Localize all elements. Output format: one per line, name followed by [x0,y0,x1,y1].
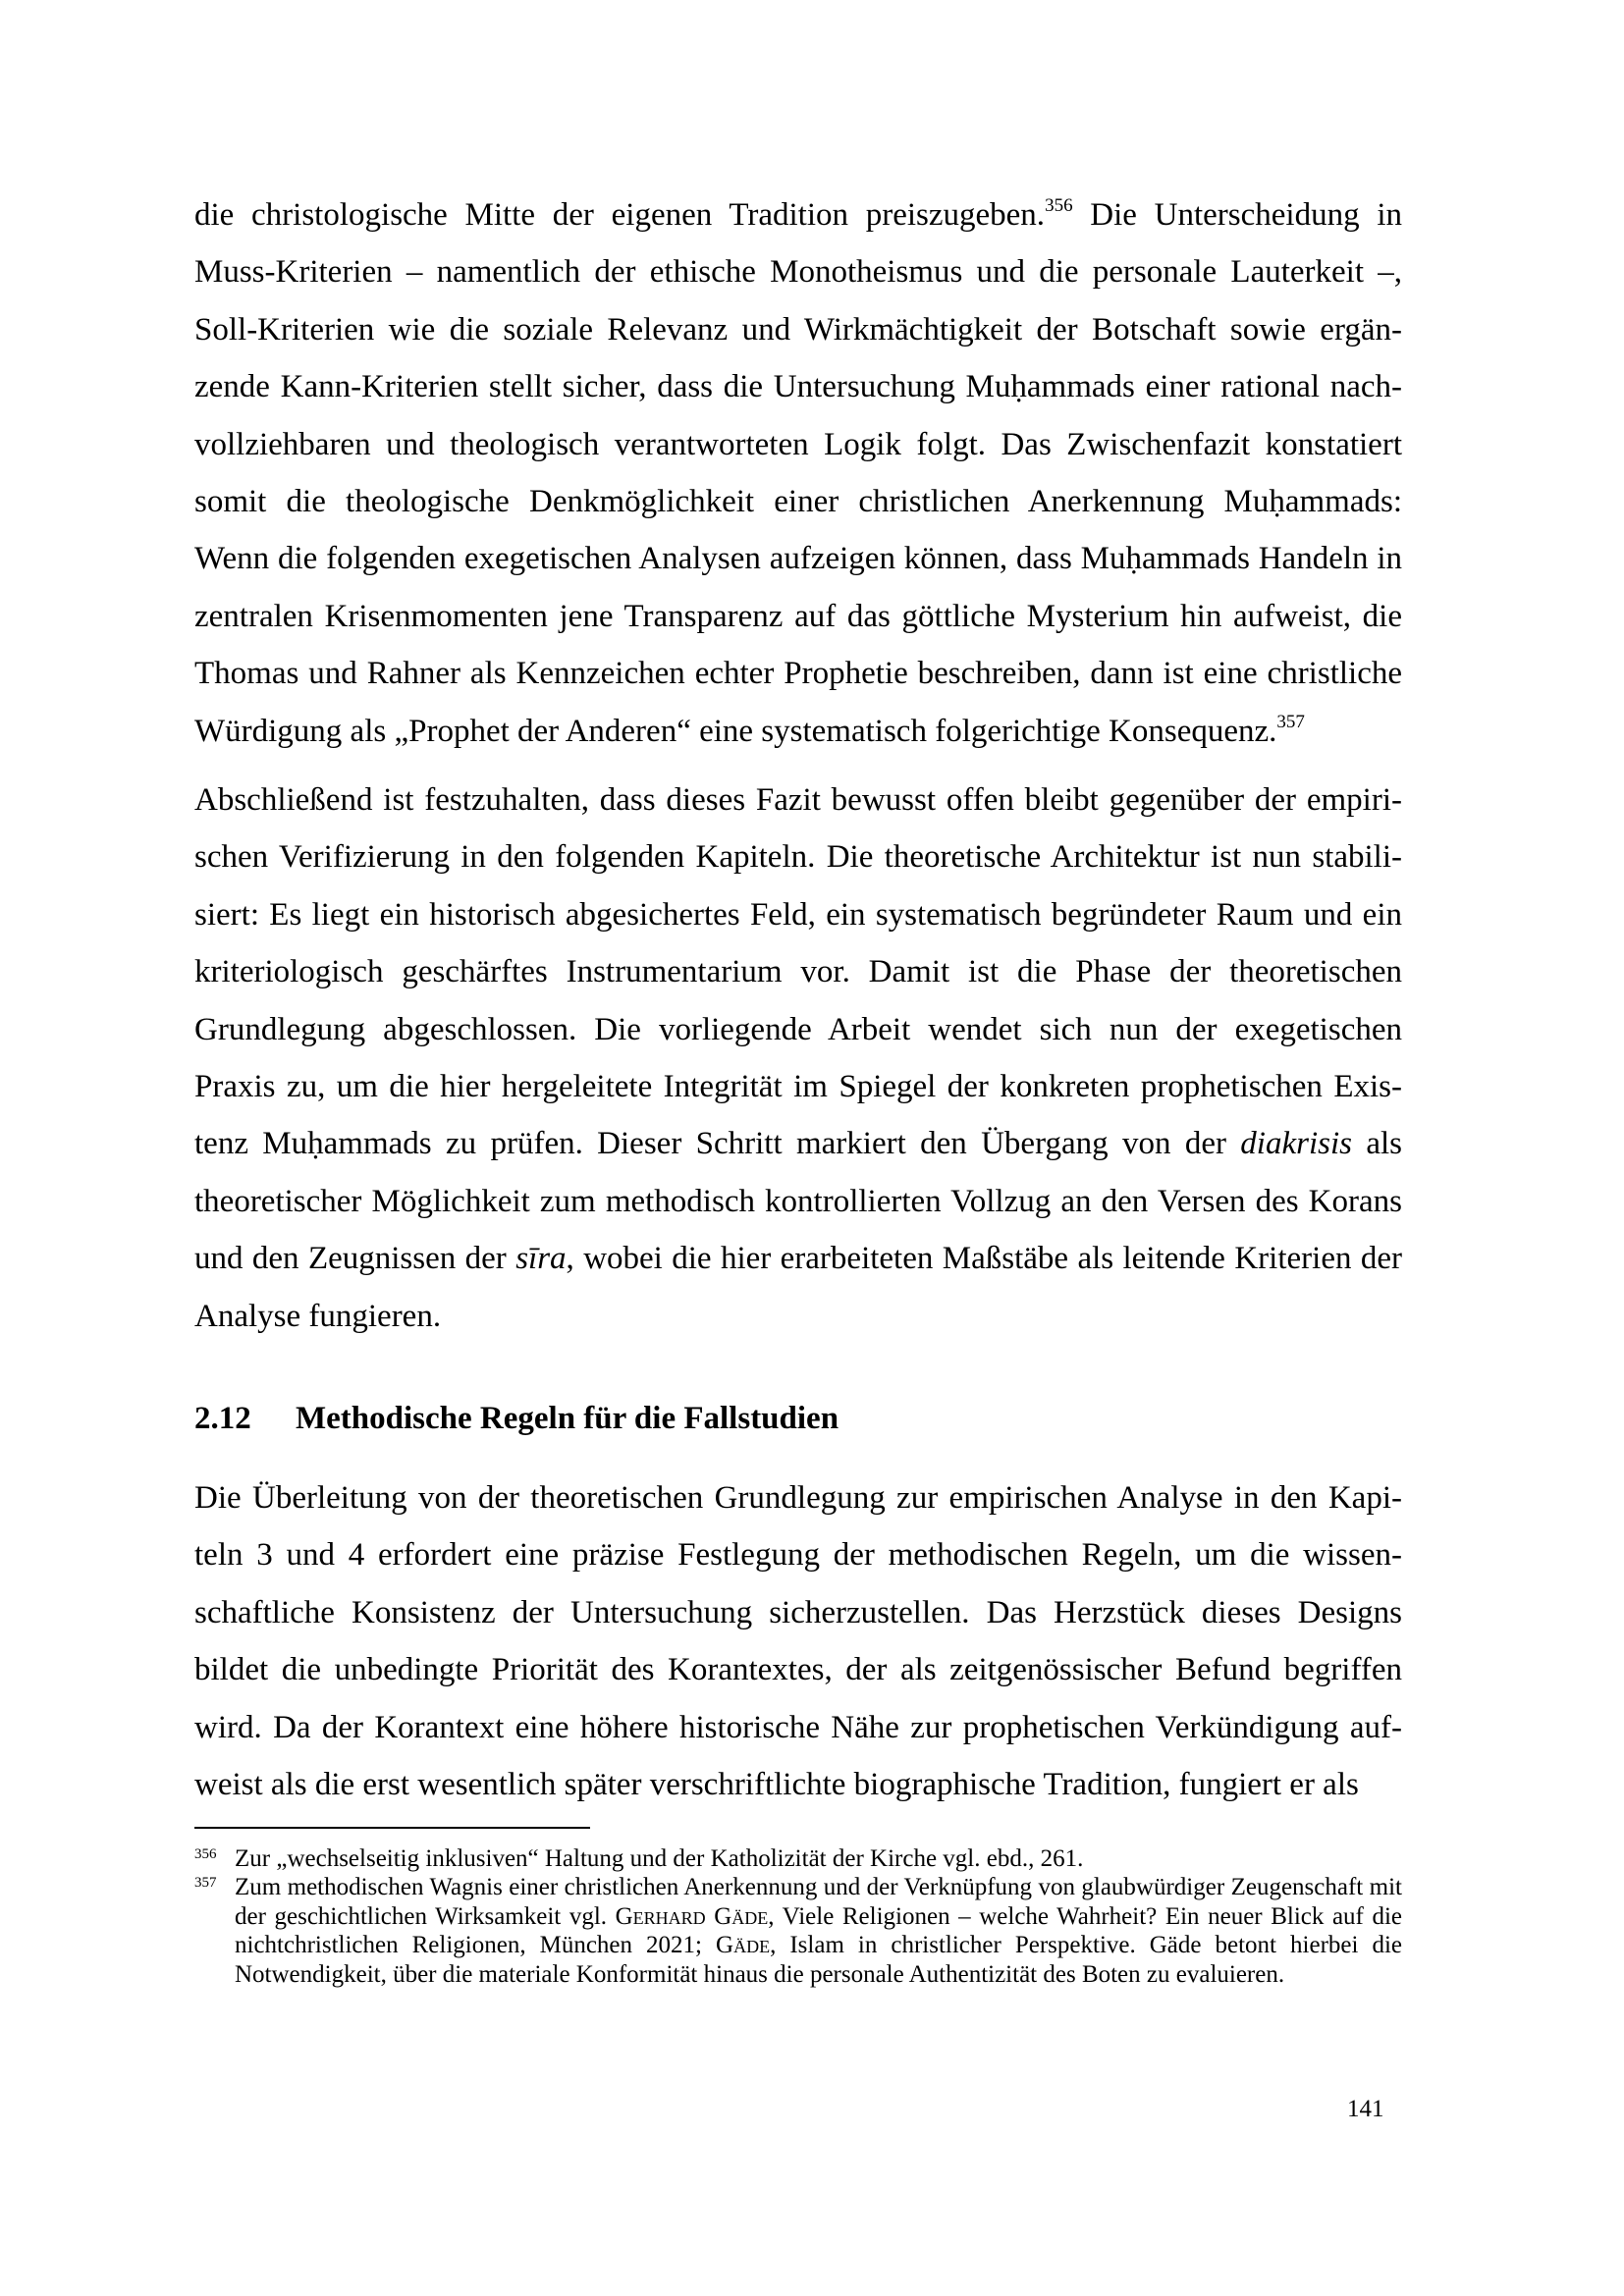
paragraph-2-text-c: , wobei die hier erarbeiteten Maßstäbe als leitende Kriterien der Analyse fungieren. [194,1241,1402,1334]
paragraph-1-block [194,187,1402,760]
footnote-ref-356[interactable]: 356 [1045,195,1073,216]
paragraph-1-text-a: die christologische Mitte der eigenen Tradition preiszugeben. [194,197,1046,233]
footnote-separator [194,1827,590,1829]
footnote-357-text-b: , Viele Religionen – welche Wahrheit? Ein neuer Blick auf die nichtchristlichen Religionen, München 2021; [235,1902,1402,1959]
footnote-357-text-c: , Islam in christlicher Perspektive. Gäde betont hierbei die Notwendigkeit, über die materiale Konformität hinaus die personale Authentizität des Boten zu evaluieren. [235,1932,1402,1988]
footnote-356 [194,1844,1402,1873]
page-number: 141 [1347,2096,1384,2122]
paragraph-3-block [194,1469,1402,1813]
footnote-357 [194,1873,1402,1989]
term-diakrisis: diakrisis [1240,1126,1352,1162]
section-heading [194,1395,839,1442]
footnote-number-357: 357 [194,1875,217,1892]
paragraph-1-text-b: Die Unterscheidung in Muss-Kriterien – namentlich der ethische Monotheismus und die personale Lauterkeit –, Soll-Kriterien wie die soziale Relevanz und Wirkmächtigkeit der Botschaft sowie ergänzende Kann-Kriterien stellt sicher, dass die Untersuchung Muḥammads einer rational nachvollziehbaren und theologisch verantworteten Logik folgt. Das Zwischenfazit konstatiert somit die theologische Denkmöglichkeit einer christlichen Anerkennung Muḥammads: Wenn die folgenden exegetischen Analysen aufzeigen können, dass Muḥammads Handeln in zentralen Krisenmomenten jene Transparenz auf das göttliche Mysterium hin aufweist, die Thomas und Rahner als Kennzeichen echter Prophetie beschreiben, dann ist eine christliche Würdigung als „Prophet der Anderen“ eine systematisch folgerichtige Konsequenz. [194,197,1402,749]
paragraph-2-text-a: Abschließend ist festzuhalten, dass dieses Fazit bewusst offen bleibt gegenüber der empirischen Verifizierung in den folgenden Kapiteln. Die theoretische Architektur ist nun stabilisiert: Es liegt ein historisch abgesichertes Feld, ein systematisch begründeter Raum und ein kriteriologisch geschärftes Instrumentarium vor. Damit ist die Phase der theoretischen Grundlegung abgeschlossen. Die vorliegende Arbeit wendet sich nun der exegetischen Praxis zu, um die hier hergeleitete Integrität im Spiegel der konkreten prophetischen Existenz Muḥammads zu prüfen. Dieser Schritt markiert den Übergang von der [194,782,1402,1162]
footnote-356-text: Zur „wechselseitig inklusiven“ Haltung und der Katholizität der Kirche vgl. ebd., 261. [235,1845,1084,1872]
footnote-357-author-2: Gäde [716,1932,771,1959]
footnote-number-356: 356 [194,1846,217,1862]
footnote-357-text-a: Zum methodischen Wagnis einer christlichen Anerkennung und der Verknüpfung von glaubwürdiger Zeugenschaft mit der geschichtlichen Wirksamkeit vgl. [235,1874,1402,1930]
section-title: Methodische Regeln für die Fallstudien [296,1401,839,1436]
term-sira: sīra [515,1241,567,1277]
footnote-ref-357[interactable]: 357 [1276,711,1305,732]
paragraph-3-text: Die Überleitung von der theoretischen Grundlegung zur empirischen Analyse in den Kapiteln 3 und 4 erfordert eine präzise Festlegung der methodischen Regeln, um die wissenschaftliche Konsistenz der Untersuchung sicherzustellen. Das Herzstück dieses Designs bildet die unbedingte Priorität des Korantextes, der als zeitgenössischer Befund begriffen wird. Da der Korantext eine höhere historische Nähe zur prophetischen Verkündigung aufweist als die erst wesentlich später verschriftlichte biographische Tradition, fungiert er als [194,1480,1402,1803]
paragraph-2-block [194,772,1402,1345]
footnote-357-author-1: Gerhard Gäde [615,1902,769,1930]
paragraph-2 [194,772,1402,1345]
footnotes-section [194,1844,1402,1989]
paragraph-3 [194,1469,1402,1813]
paragraph-2-text-b: als theoretischer Möglichkeit zum methodisch kontrollierten Vollzug an den Versen des Korans und den Zeugnissen der [194,1126,1402,1277]
paragraph-1 [194,187,1402,760]
section-number: 2.12 [194,1401,251,1436]
